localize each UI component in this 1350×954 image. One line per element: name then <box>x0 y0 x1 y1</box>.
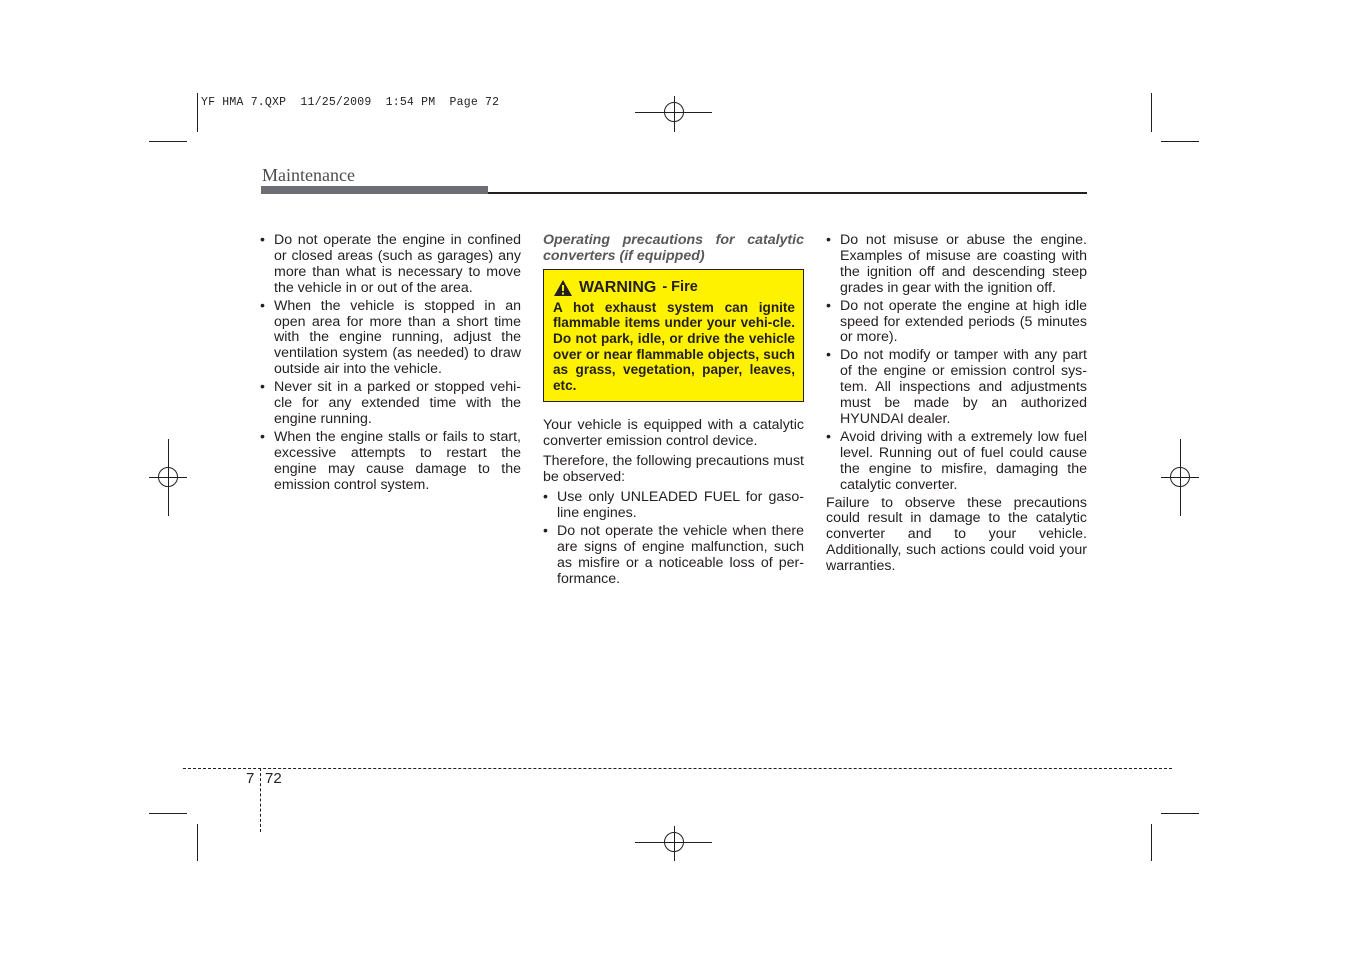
list-item: • Do not modify or tamper with any part of the engine or emission control sys-tem. All inspections and adjustments must be made by an authorized HYUNDAI dealer. <box>826 348 1087 428</box>
crop-mark <box>1161 813 1199 814</box>
warning-box <box>543 269 804 403</box>
warning-text: A hot exhaust system can ignite flammable items under your vehi-cle. Do not park, idle, or drive the vehicle over or near flammable objects, such as grass, vegetation, paper, leaves, etc. <box>553 299 795 393</box>
paragraph: Therefore, the following precautions must be observed: <box>543 453 804 486</box>
list-item: • Never sit in a parked or stopped vehi-cle for any extended time with the engine running. <box>260 380 521 428</box>
list-item: • When the engine stalls or fails to start, excessive attempts to restart the engine may cause damage to the emission control system. <box>260 430 521 494</box>
warning-icon <box>553 279 573 297</box>
crop-mark <box>149 813 187 814</box>
list-item: • Do not operate the vehicle when there are signs of engine malfunction, such as misfire or a noticeable loss of per-formance. <box>543 524 804 588</box>
title-rule <box>488 192 1087 194</box>
printer-slug: YF HMA 7.QXP 11/25/2009 1:54 PM Page 72 <box>201 96 500 109</box>
list-item: • Use only UNLEADED FUEL for gaso-line engines. <box>543 490 804 522</box>
title-bar <box>261 186 488 194</box>
crop-mark <box>197 93 198 132</box>
list-item: • Avoid driving with a extremely low fuel level. Running out of fuel could cause the engine to misfire, damaging the catalytic converter. <box>826 430 1087 494</box>
column-2 <box>543 233 804 589</box>
warning-title: WARNING <box>579 278 657 296</box>
crop-mark <box>149 141 187 142</box>
section-title: Maintenance <box>262 165 355 185</box>
column-1 <box>260 233 521 496</box>
bullet-list <box>260 233 521 494</box>
crop-mark <box>1151 824 1152 861</box>
bullet-list <box>826 233 1087 494</box>
bullet-list <box>543 490 804 587</box>
crop-mark <box>1161 141 1199 142</box>
footer-rule <box>183 768 1172 769</box>
list-item: • When the vehicle is stopped in an open area for more than a short time with the engine running, adjust the ventilation system (as needed) to draw outside air into the vehicle. <box>260 299 521 379</box>
list-item: • Do not misuse or abuse the engine. Examples of misuse are coasting with the ignition off and descending steep grades in gear with the ignition off. <box>826 233 1087 297</box>
list-item: • Do not operate the engine at high idle speed for extended periods (5 minutes or more). <box>826 299 1087 347</box>
crop-mark <box>197 824 198 861</box>
column-3 <box>826 233 1087 579</box>
chapter-number: 7 <box>246 770 255 787</box>
page-number: 72 <box>265 770 282 787</box>
paragraph: Failure to observe these precautions could result in damage to the catalytic converter and to your vehicle. Additionally, such actions could void your warranties. <box>826 494 1087 575</box>
paragraph: Your vehicle is equipped with a catalytic converter emission control device. <box>543 417 804 450</box>
warning-header <box>553 279 795 297</box>
subheading: Operating precautions for catalytic converters (if equipped) <box>543 232 804 264</box>
footer-divider <box>260 768 261 832</box>
warning-subtitle: - Fire <box>662 278 698 295</box>
crop-mark <box>1151 93 1152 132</box>
list-item: • Do not operate the engine in confined or closed areas (such as garages) any more than what is necessary to move the vehicle in or out of the area. <box>260 233 521 297</box>
